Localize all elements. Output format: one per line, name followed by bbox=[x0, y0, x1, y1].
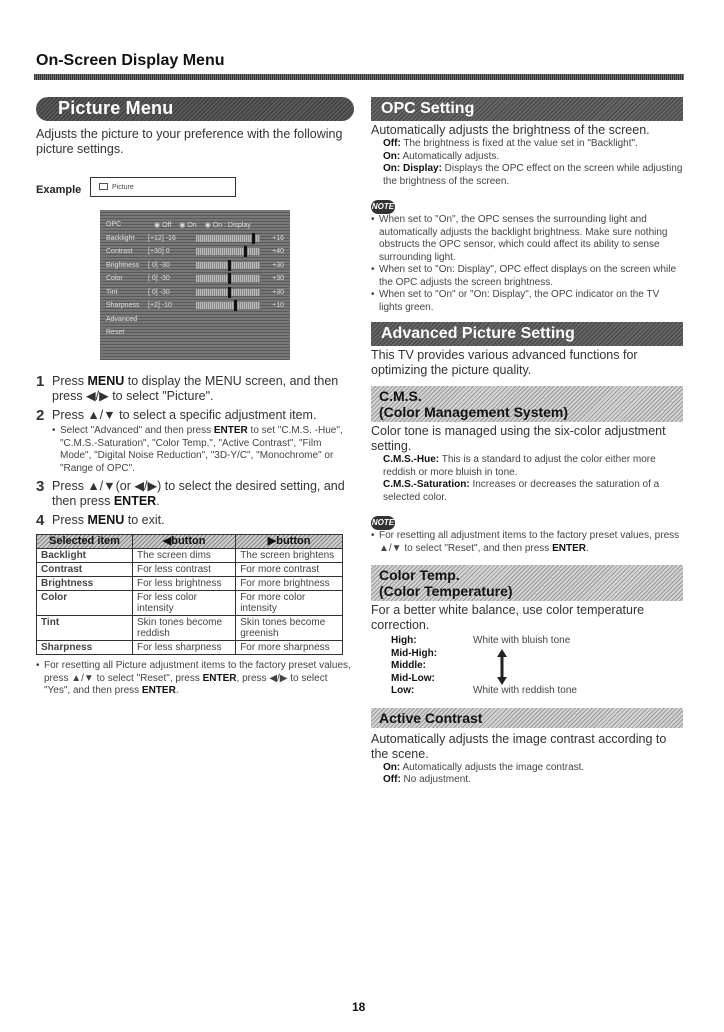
table-row bbox=[37, 641, 343, 655]
note-item: • When set to "On: Display", OPC effect displays on the screen while the OPC adjusts the screen brightness. bbox=[371, 264, 683, 289]
osd-item-current: [ 0] bbox=[148, 261, 158, 269]
osd-item-value bbox=[148, 302, 190, 309]
cms-note: • For resetting all adjustment items to the factory preset values, press ▲/▼ to select "Reset", and then press ENTER. bbox=[371, 530, 683, 555]
active-contrast-banner: Active Contrast bbox=[371, 708, 683, 728]
osd-item-label: Sharpness bbox=[106, 302, 140, 310]
item-label: On: bbox=[383, 150, 401, 162]
opc-banner: OPC Setting bbox=[371, 97, 683, 121]
table-header: ◀button bbox=[133, 535, 236, 549]
labeled-item bbox=[371, 454, 683, 479]
color-temp-levels bbox=[371, 635, 683, 698]
osd-item-current: [ 0] bbox=[148, 288, 158, 296]
table-cell: The screen brightens bbox=[236, 549, 343, 563]
table-cell: The screen dims bbox=[133, 549, 236, 563]
note-item: • When set to "On", the OPC senses the surrounding light and automatically adjusts the backlight brightness. Make sure nothing obstructs the OPC sensor, which could affect its ability to sense surrounding light. bbox=[371, 214, 683, 264]
osd-screenshot bbox=[100, 210, 290, 360]
osd-slider-row bbox=[106, 232, 284, 246]
table-row bbox=[37, 616, 343, 641]
table-row bbox=[37, 563, 343, 577]
osd-item-label: Brightness bbox=[106, 261, 140, 269]
header-divider bbox=[34, 74, 684, 80]
osd-slider-row bbox=[106, 245, 284, 259]
table-cell: For less brightness bbox=[133, 577, 236, 591]
item-label: Off: bbox=[383, 774, 401, 785]
item-text: Automatically adjusts the image contrast. bbox=[400, 761, 585, 773]
table-cell: Contrast bbox=[37, 563, 133, 577]
osd-slider-marker bbox=[244, 246, 247, 257]
table-cell: For more sharpness bbox=[236, 641, 343, 655]
page-title: On-Screen Display Menu bbox=[36, 52, 225, 69]
table-cell: Brightness bbox=[37, 577, 133, 591]
item-label: On: Display: bbox=[383, 163, 442, 174]
osd-advanced-item: Advanced bbox=[106, 315, 138, 323]
level-label: Middle: bbox=[391, 660, 426, 671]
osd-item-max: +40 bbox=[272, 248, 284, 256]
osd-opc-label: OPC bbox=[106, 221, 122, 229]
osd-item-min: -30 bbox=[159, 275, 170, 283]
osd-item-min: 0 bbox=[165, 248, 170, 256]
labeled-item bbox=[371, 151, 683, 164]
osd-item-min: -30 bbox=[159, 261, 170, 269]
osd-slider-row bbox=[106, 286, 284, 300]
table-cell: Skin tones become reddish bbox=[133, 616, 236, 641]
example-menu-tab bbox=[90, 177, 236, 197]
osd-item-current: [ 0] bbox=[148, 275, 158, 283]
osd-slider-row bbox=[106, 259, 284, 273]
table-cell: Tint bbox=[37, 616, 133, 641]
osd-item-current: [+2] bbox=[148, 302, 160, 310]
osd-slider-bar bbox=[196, 248, 260, 255]
table-cell: For less color intensity bbox=[133, 591, 236, 616]
osd-item-value bbox=[148, 262, 190, 269]
osd-slider-row bbox=[106, 272, 284, 286]
example-tab-label: Picture bbox=[112, 184, 134, 191]
table-cell: Sharpness bbox=[37, 641, 133, 655]
level-label: High: bbox=[391, 635, 417, 646]
table-header: ▶button bbox=[236, 535, 343, 549]
labeled-item bbox=[371, 774, 683, 787]
osd-item-current: [+12] bbox=[148, 234, 164, 242]
osd-item-min: -30 bbox=[159, 288, 170, 296]
page-number: 18 bbox=[352, 1000, 366, 1014]
osd-item-label: Color bbox=[106, 275, 123, 283]
table-header: Selected item bbox=[37, 535, 133, 549]
note-icon: NOTE bbox=[371, 200, 395, 214]
labeled-item bbox=[371, 138, 683, 151]
color-temp-level bbox=[391, 648, 683, 661]
osd-radio-on: ◉ On bbox=[179, 221, 197, 229]
osd-item-value bbox=[148, 275, 190, 282]
osd-item-max: +30 bbox=[272, 261, 284, 269]
item-text: The brightness is fixed at the value set in "Backlight". bbox=[400, 138, 638, 149]
osd-opc-row bbox=[106, 218, 284, 232]
picture-menu-banner: Picture Menu bbox=[36, 97, 354, 121]
osd-item-min: -16 bbox=[165, 234, 176, 242]
step-3: 3 Press ▲/▼(or ◀/▶) to select the desired setting, and then press ENTER. bbox=[36, 478, 345, 508]
note-icon: NOTE bbox=[371, 516, 395, 530]
color-temp-level bbox=[391, 673, 683, 686]
osd-item-max: +16 bbox=[272, 234, 284, 242]
osd-item-value bbox=[148, 235, 190, 242]
osd-item-current: [+30] bbox=[148, 248, 164, 256]
item-label: On: bbox=[383, 761, 401, 773]
cms-banner: C.M.S. (Color Management System) bbox=[371, 386, 683, 422]
table-row bbox=[37, 549, 343, 563]
labeled-item bbox=[371, 479, 683, 504]
osd-item-label: Backlight bbox=[106, 234, 135, 242]
right-column bbox=[371, 97, 683, 787]
advanced-banner: Advanced Picture Setting bbox=[371, 322, 683, 346]
level-label: Mid-High: bbox=[391, 647, 438, 659]
osd-radio-on-display: ◉ On : Display bbox=[204, 221, 251, 229]
color-temp-level bbox=[391, 635, 683, 648]
item-label: C.M.S.-Saturation: bbox=[383, 479, 470, 490]
osd-slider-bar bbox=[196, 235, 260, 242]
item-text: Displays the OPC effect on the screen while adjusting the brightness of the screen. bbox=[383, 163, 683, 187]
osd-item-value bbox=[148, 289, 190, 296]
level-label: Mid-Low: bbox=[391, 672, 435, 684]
picture-menu-intro: Adjusts the picture to your preference with the following picture settings. bbox=[36, 127, 343, 156]
osd-item-max: +30 bbox=[272, 275, 284, 283]
labeled-item bbox=[371, 163, 683, 188]
item-text: Automatically adjusts. bbox=[400, 150, 500, 162]
osd-slider-marker bbox=[228, 287, 231, 298]
table-cell: For more brightness bbox=[236, 577, 343, 591]
active-contrast-intro: Automatically adjusts the image contrast according to the scene. bbox=[371, 731, 667, 761]
step-2: 2 Press ▲/▼ to select a specific adjustment item. • Select "Advanced" and then press ENTER to set "C.M.S. -Hue", "C.M.S.-Saturation", "Color Temp.", "Active Contrast", "Film Mode", "Digital Noise Reduction", "3D-Y/C", "Monochrome" or "Range of OPC". bbox=[36, 408, 354, 475]
opc-intro: Automatically adjusts the brightness of the screen. bbox=[371, 123, 650, 137]
osd-slider-marker bbox=[234, 300, 237, 311]
level-desc: White with bluish tone bbox=[473, 635, 571, 646]
item-text: This is a standard to adjust the color either more reddish or more bluish in tone. bbox=[383, 454, 656, 478]
color-temp-level bbox=[391, 660, 683, 673]
osd-slider-bar bbox=[196, 302, 260, 309]
osd-slider-bar bbox=[196, 262, 260, 269]
table-cell: Color bbox=[37, 591, 133, 616]
osd-item-max: +30 bbox=[272, 288, 284, 296]
osd-slider-marker bbox=[252, 233, 255, 244]
table-cell: For less sharpness bbox=[133, 641, 236, 655]
level-label: Low: bbox=[391, 685, 415, 696]
item-label: C.M.S.-Hue: bbox=[383, 454, 440, 465]
table-cell: For more contrast bbox=[236, 563, 343, 577]
item-text: Increases or decreases the saturation of a selected color. bbox=[383, 479, 660, 503]
table-cell: Backlight bbox=[37, 549, 133, 563]
note-item: • When set to "On" or "On: Display", the OPC indicator on the TV lights green. bbox=[371, 289, 683, 314]
table-cell: For more color intensity bbox=[236, 591, 343, 616]
example-label: Example bbox=[36, 184, 82, 196]
advanced-intro: This TV provides various advanced functions for optimizing the picture quality. bbox=[371, 348, 638, 377]
reset-note: • For resetting all Picture adjustment items to the factory preset values, press ▲/▼ to select "Reset", press ENTER, press ◀/▶ to select "Yes", and then press ENTER. bbox=[36, 660, 354, 698]
osd-slider-row bbox=[106, 299, 284, 313]
osd-item-min: -10 bbox=[161, 302, 172, 310]
table-cell: For less contrast bbox=[133, 563, 236, 577]
adjustment-table bbox=[36, 534, 343, 655]
labeled-item bbox=[371, 762, 683, 775]
color-temp-intro: For a better white balance, use color temperature correction. bbox=[371, 603, 645, 632]
osd-item-value bbox=[148, 248, 190, 255]
color-temp-level bbox=[391, 685, 683, 698]
osd-radio-off: ◉ Off bbox=[154, 221, 172, 229]
cms-intro: Color tone is managed using the six-color adjustment setting. bbox=[371, 424, 666, 453]
osd-slider-bar bbox=[196, 275, 260, 282]
osd-reset-item: Reset bbox=[106, 329, 125, 337]
osd-slider-marker bbox=[228, 273, 231, 284]
item-label: Off: bbox=[383, 138, 401, 149]
table-row bbox=[37, 577, 343, 591]
osd-item-label: Contrast bbox=[106, 248, 133, 256]
double-arrow-icon bbox=[497, 649, 507, 685]
table-header-row bbox=[37, 535, 343, 549]
osd-slider-marker bbox=[228, 260, 231, 271]
color-temp-banner: Color Temp. (Color Temperature) bbox=[371, 565, 683, 601]
osd-slider-bar bbox=[196, 289, 260, 296]
step-1: 1 Press MENU to display the MENU screen, and then press ◀/▶ to select "Picture". bbox=[36, 373, 339, 403]
picture-tab-icon bbox=[99, 183, 108, 190]
step-2-note: • Select "Advanced" and then press ENTER to set "C.M.S. -Hue", "C.M.S.-Saturation", "Color Temp.", "Active Contrast", "Film Mode", "Digital Noise Reduction", "3D-Y/C", "Monochrome" or "Range of OPC". bbox=[52, 425, 354, 475]
osd-item-label: Tint bbox=[106, 288, 118, 296]
osd-item-max: +10 bbox=[272, 302, 284, 310]
left-column bbox=[36, 97, 354, 698]
item-text: No adjustment. bbox=[400, 774, 471, 785]
level-desc: White with reddish tone bbox=[473, 685, 577, 696]
step-4: 4 Press MENU to exit. bbox=[36, 512, 165, 529]
table-row bbox=[37, 591, 343, 616]
table-cell: Skin tones become greenish bbox=[236, 616, 343, 641]
example-row bbox=[36, 177, 354, 197]
